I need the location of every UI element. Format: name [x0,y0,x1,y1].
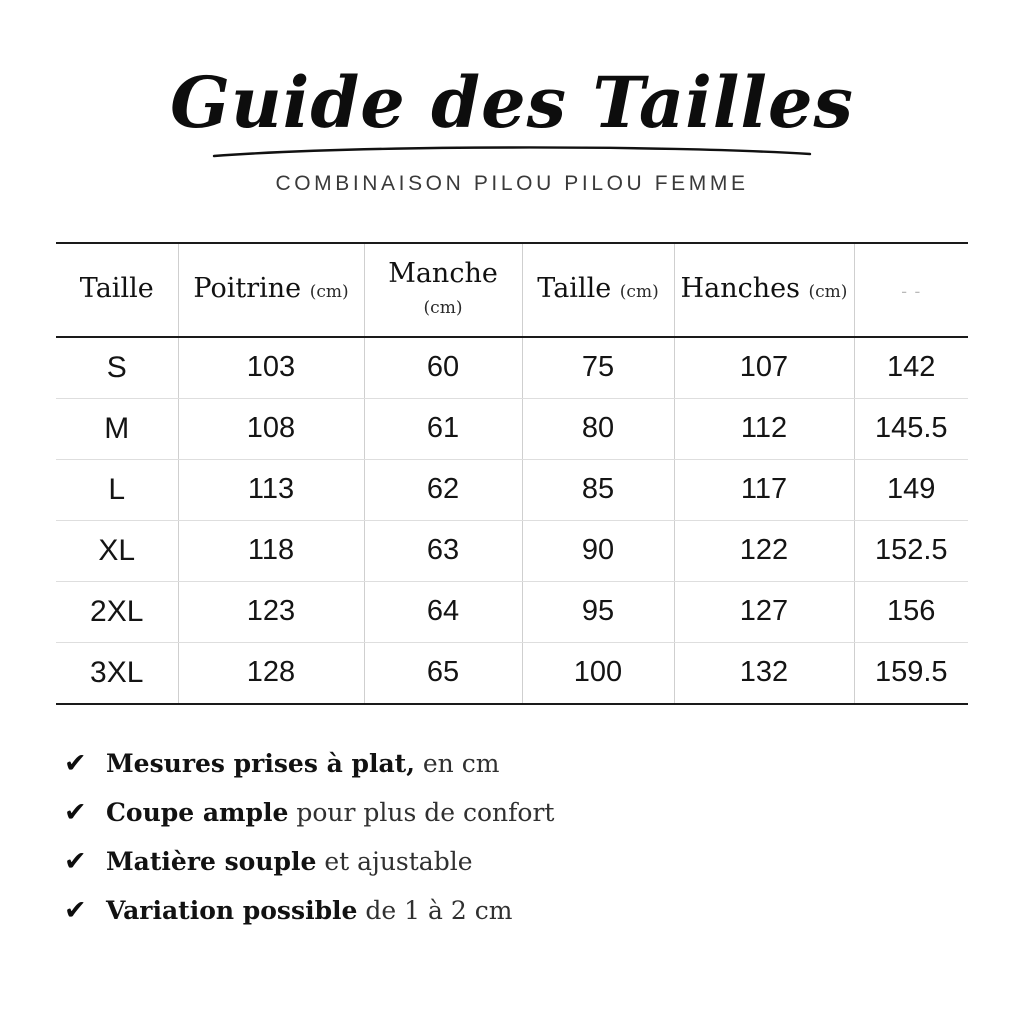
table-row [56,581,968,642]
note-strong: Coupe ample [106,797,289,827]
cell-poitrine: 113 [178,459,364,520]
col-header-hanches [674,243,854,337]
list-item [64,749,968,778]
note-light: de 1 à 2 cm [357,895,513,925]
note-text [106,847,473,876]
cell-hanches: 112 [674,398,854,459]
col-header-taille-unit: (cm) [619,282,659,302]
cell-hanches: 117 [674,459,854,520]
col-header-extra-unit: - - [901,282,922,302]
cell-manche: 61 [364,398,522,459]
notes-list [56,749,968,945]
check-icon: ✔ [64,747,87,779]
cell-extra: 152.5 [854,520,968,581]
col-header-hanches-label: Hanches [680,273,800,304]
cell-taille: 100 [522,642,674,704]
cell-poitrine: 108 [178,398,364,459]
size-table [56,242,968,705]
cell-poitrine: 118 [178,520,364,581]
cell-taille: 90 [522,520,674,581]
cell-extra: 156 [854,581,968,642]
cell-size: 3XL [56,642,178,704]
header [56,61,968,196]
cell-manche: 63 [364,520,522,581]
cell-taille: 75 [522,337,674,399]
note-strong: Matière souple [106,846,317,876]
note-strong: Mesures prises à plat, [106,748,415,778]
cell-taille: 95 [522,581,674,642]
cell-size: S [56,337,178,399]
list-item [64,847,968,876]
cell-taille: 85 [522,459,674,520]
cell-extra: 159.5 [854,642,968,704]
cell-manche: 60 [364,337,522,399]
note-light: en cm [414,748,500,778]
col-header-extra [854,243,968,337]
col-header-poitrine-label: Poitrine [193,273,302,304]
list-item [64,896,968,925]
note-light: pour plus de confort [288,797,555,827]
table-row [56,520,968,581]
note-light: et ajustable [316,846,473,876]
col-header-poitrine [178,243,364,337]
cell-hanches: 122 [674,520,854,581]
size-table-container [56,242,968,705]
table-head [56,243,968,337]
col-header-size-label: Taille [79,273,154,304]
cell-extra: 145.5 [854,398,968,459]
col-header-taille-label: Taille [537,273,612,304]
cell-manche: 62 [364,459,522,520]
cell-hanches: 107 [674,337,854,399]
cell-taille: 80 [522,398,674,459]
cell-extra: 142 [854,337,968,399]
table-row [56,337,968,399]
col-header-poitrine-unit: (cm) [309,282,349,302]
cell-size: M [56,398,178,459]
cell-manche: 64 [364,581,522,642]
note-strong: Variation possible [106,895,358,925]
table-body [56,337,968,704]
page-title: Guide des Tailles [170,61,854,144]
cell-poitrine: 123 [178,581,364,642]
title-underline-flourish [212,144,812,160]
col-header-taille [522,243,674,337]
table-row [56,459,968,520]
table-row [56,398,968,459]
list-item [64,798,968,827]
table-row [56,642,968,704]
note-text [106,798,554,827]
col-header-manche [364,243,522,337]
col-header-manche-unit: (cm) [423,297,463,318]
cell-size: 2XL [56,581,178,642]
col-header-hanches-unit: (cm) [808,282,848,302]
check-icon: ✔ [64,845,87,877]
check-icon: ✔ [64,894,87,926]
col-header-size [56,243,178,337]
cell-extra: 149 [854,459,968,520]
cell-manche: 65 [364,642,522,704]
table-header-row [56,243,968,337]
cell-hanches: 127 [674,581,854,642]
cell-hanches: 132 [674,642,854,704]
note-text [106,749,499,778]
note-text [106,896,512,925]
page-subtitle: COMBINAISON PILOU PILOU FEMME [275,171,749,195]
cell-poitrine: 103 [178,337,364,399]
col-header-manche-label: Manche [388,257,498,289]
check-icon: ✔ [64,796,87,828]
cell-size: XL [56,520,178,581]
cell-size: L [56,459,178,520]
cell-poitrine: 128 [178,642,364,704]
